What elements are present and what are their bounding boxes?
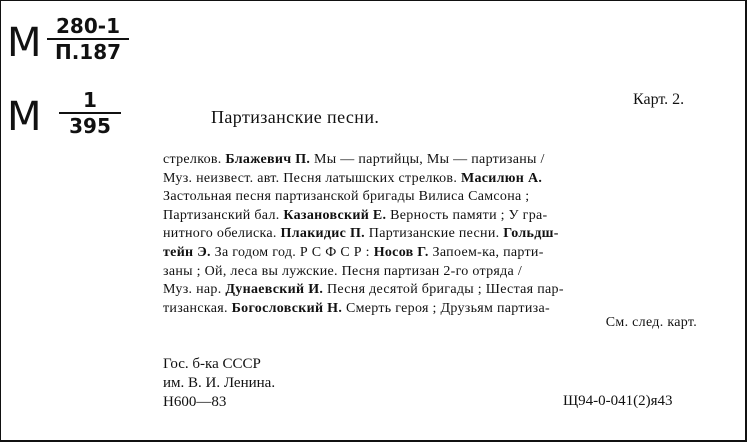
body-text: Партизанские песни. [364,226,504,242]
body-text: Муз. нар. [163,282,226,298]
body-line [163,207,548,225]
shelfmark-2-numerator: 1 [83,88,97,112]
imprint-line: им. В. И. Ленина. [163,375,276,391]
body-line [163,225,559,243]
body-line [163,263,522,281]
author-name: Казановский Е. [283,207,387,223]
body-line [163,281,564,299]
card-title: Партизанские песни. [211,107,380,127]
body-text: Песня десятой бригады ; Шестая пар- [323,282,564,298]
shelfmark-2-denominator: 395 [69,114,111,138]
body-text: За годом год. Р С Ф С Р : [210,245,374,260]
body-text: Застольная песня партизанской бригады Вилиса Самсона ; [163,189,530,205]
shelfmark-1-letter: М [7,20,42,66]
shelfmark-1-denominator: П.187 [54,40,122,64]
author-name: Масилюн А. [460,170,543,186]
author-name: Богословский Н. [231,300,343,316]
body-text: Партизанский бал. [163,207,284,223]
body-text: заны ; Ой, леса вы лужские. Песня партизан 2-го отряда / [163,263,523,279]
order-code: Щ94-0-041(2)я43 [563,393,673,409]
body-text: нитного обелиска. [163,226,281,242]
body-text: стрелков. [163,152,226,167]
shelfmark-2-fraction [59,89,121,137]
imprint [163,355,275,412]
author-name: Плакидис П. [280,226,365,242]
author-name: тейн Э. [163,245,211,260]
continuation-note: См. след. карт. [605,315,697,330]
card-number: Карт. 2. [633,91,685,108]
shelfmark-2-letter: М [7,94,42,140]
imprint-line: Н600—83 [163,394,227,410]
body-line [163,244,544,262]
body-line [163,300,550,318]
body-line [163,151,545,169]
author-name: Носов Г. [373,245,429,260]
author-name: Дунаевский И. [225,282,324,298]
author-name: Гольдш- [503,226,559,242]
author-name: Блажевич П. [225,152,311,167]
shelfmark-1-numerator: 280-1 [56,14,120,38]
body-text: Верность памяти ; У гра- [386,207,548,223]
body-line [163,188,530,206]
body-line [163,170,542,188]
body-text: Запоем-ка, парти- [428,245,544,260]
body-text: тизанская. [163,300,232,316]
imprint-line: Гос. б-ка СССР [163,356,261,372]
body-text: Смерть героя ; Друзьям партиза- [342,300,550,316]
body-text: Мы — партийцы, Мы — партизаны / [310,152,545,167]
body-text: Муз. неизвест. авт. Песня латышских стрелков. [163,170,461,186]
shelfmark-1-fraction [47,15,129,63]
